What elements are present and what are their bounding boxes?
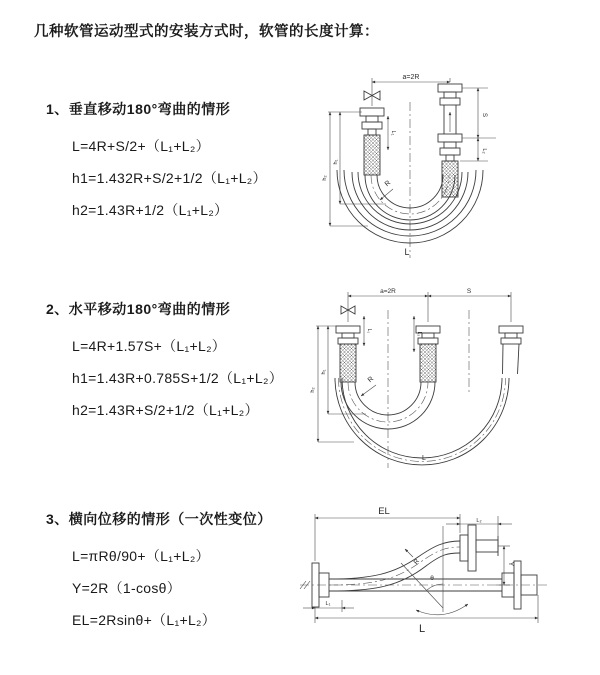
dimension-el [315, 506, 460, 561]
section-heading: 1、垂直移动180°弯曲的情形 [46, 101, 231, 117]
section-horizontal-move [46, 300, 283, 426]
dimension-s [428, 288, 511, 296]
section-lateral-displacement [46, 510, 272, 636]
formula-length: L=πRθ/90+（L₁+L₂） [72, 548, 210, 564]
hose-u-bend-moved [335, 375, 509, 465]
dimension-l1 [303, 600, 354, 612]
braided-hose-section [340, 344, 356, 382]
diagram-vertical-move-180 [310, 66, 550, 264]
left-pipe-fitting [336, 326, 360, 382]
diagram-lateral-displacement [296, 500, 596, 665]
svg-text:EL: EL [378, 506, 390, 517]
dimension-l1 [388, 116, 396, 150]
svg-text:L₂: L₂ [476, 518, 482, 524]
diagram-horizontal-move-180 [306, 282, 558, 474]
svg-text:Y: Y [507, 561, 514, 567]
svg-text:S: S [466, 288, 472, 295]
dimension-l [315, 595, 538, 635]
left-pipe-fitting [360, 108, 384, 175]
page-title: 几种软管运动型式的安装方式时，软管的长度计算： [34, 24, 379, 40]
dimension-h2 [322, 112, 368, 226]
svg-text:h₁: h₁ [333, 159, 339, 165]
formula-h2: h2=1.43R+S/2+1/2（L₁+L₂） [72, 402, 259, 418]
formula-y: Y=2R（1-cosθ） [72, 580, 182, 596]
radius-callout [380, 180, 393, 200]
svg-text:R: R [366, 375, 376, 385]
svg-text:h₂: h₂ [322, 175, 328, 181]
section-heading: 2、水平移动180°弯曲的情形 [46, 301, 231, 317]
svg-text:R: R [383, 179, 393, 189]
label-l: L [404, 247, 410, 257]
svg-text:L₂: L₂ [416, 331, 422, 337]
braided-hose-section [364, 135, 380, 175]
swing-arrow-icon [416, 604, 468, 615]
dimension-l2 [460, 138, 488, 161]
svg-text:L₁: L₁ [325, 601, 331, 607]
dimension-l2 [446, 516, 512, 536]
braided-hose-section [420, 344, 436, 382]
svg-text:h₂: h₂ [310, 387, 316, 393]
svg-text:L: L [418, 623, 426, 635]
formula-length: L=4R+S/2+（L₁+L₂） [72, 138, 210, 154]
formula-h1: h1=1.43R+0.785S+1/2（L₁+L₂） [72, 370, 283, 386]
radius-callout [361, 376, 376, 396]
braided-hose-section [442, 161, 458, 197]
svg-text:a=2R: a=2R [380, 288, 396, 295]
right-pipe-fitting-moved [499, 326, 523, 374]
svg-text:L₁: L₁ [390, 130, 396, 136]
label-l: L [422, 455, 426, 462]
formula-h2: h2=1.43R+1/2（L₁+L₂） [72, 202, 229, 218]
dimension-h2 [310, 326, 354, 442]
svg-text:R: R [412, 557, 422, 567]
svg-text:S: S [481, 112, 487, 118]
formula-length: L=4R+1.57S+（L₁+L₂） [72, 338, 227, 354]
svg-text:L₂: L₂ [481, 148, 487, 154]
formula-el: EL=2Rsinθ+（L₁+L₂） [72, 612, 217, 628]
svg-text:a=2R: a=2R [402, 74, 420, 81]
hose-s-curve-displaced [329, 541, 460, 591]
formula-h1: h1=1.432R+S/2+1/2（L₁+L₂） [72, 170, 267, 186]
svg-text:h₁: h₁ [321, 369, 327, 375]
right-pipe-fitting [438, 84, 462, 197]
angle-theta-construction [401, 526, 468, 615]
dimension-s [462, 88, 496, 138]
dimension-a2r [348, 288, 511, 322]
dimension-l1 [364, 316, 372, 346]
svg-text:θ: θ [430, 575, 434, 582]
svg-text:L₁: L₁ [366, 328, 372, 334]
section-heading: 3、横向位移的情形（一次性变位） [46, 511, 272, 527]
section-vertical-move [46, 100, 267, 226]
displaced-flange-fitting [460, 525, 498, 571]
